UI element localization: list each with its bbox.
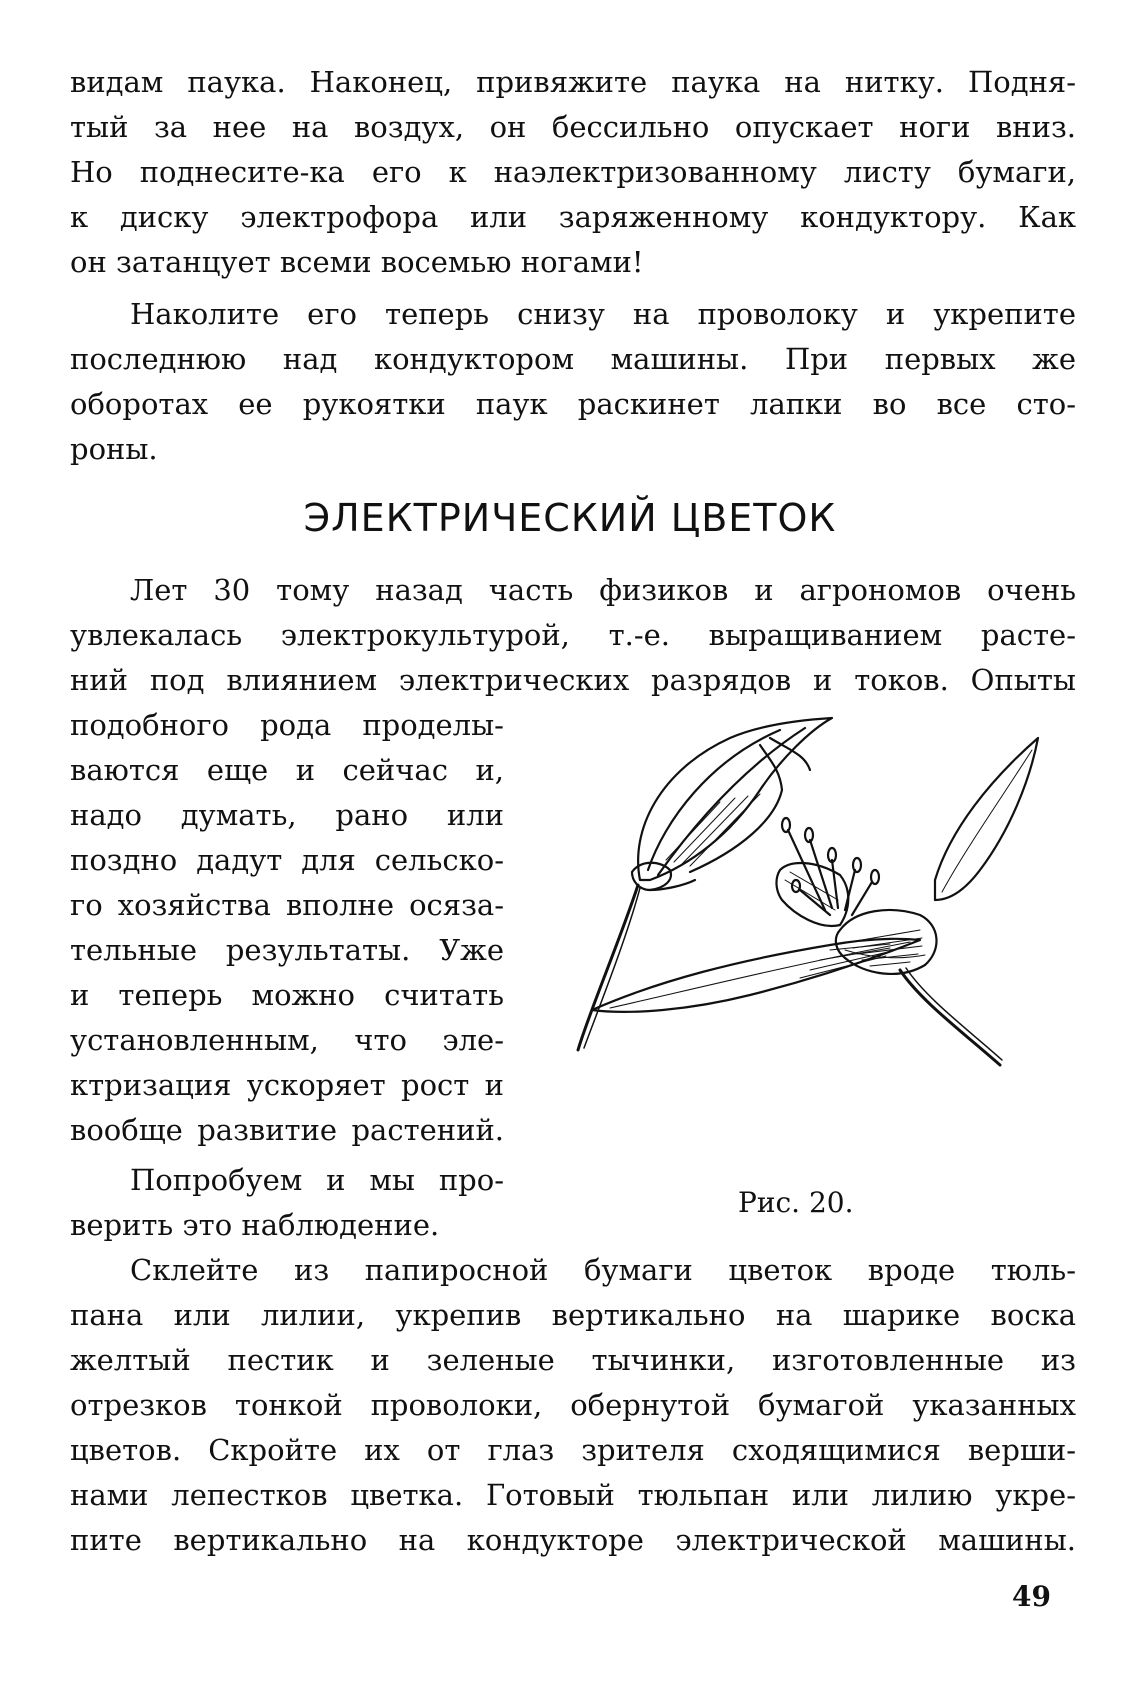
text-line: и теперь можно считать [70, 978, 504, 1012]
text-line: отрезков тонкой проволоки, обернутой бумагой указанных [70, 1388, 1076, 1422]
text-line: нами лепестков цветка. Готовый тюльпан или лилию укре- [70, 1478, 1076, 1512]
paragraph-paper-flower [70, 1248, 1076, 1563]
text-line: установленным, что эле- [70, 1023, 504, 1057]
text-line: Попробуем и мы про- [130, 1163, 504, 1197]
paragraph-spider-end [70, 60, 1076, 285]
text-line: ваются еще и сейчас и, [70, 753, 504, 787]
text-line: оборотах ее рукоятки паук раскинет лапки во все сто- [70, 387, 1076, 421]
text-line: Склейте из папиросной бумаги цветок вроде тюль- [130, 1253, 1076, 1287]
text-line: надо думать, рано или [70, 798, 504, 832]
text-line: последнюю над кондуктором машины. При первых же [70, 342, 1076, 376]
text-line: тельные результаты. Уже [70, 933, 504, 967]
text-line: вообще развитие растений. [70, 1113, 504, 1147]
paragraph-spider-wire [70, 292, 1076, 472]
text-line: поздно дадут для сельско- [70, 843, 504, 877]
tulip-flower-illustration [570, 710, 1090, 1180]
text-line: Но поднесите-ка его к наэлектризованному листу бумаги, [70, 155, 1076, 189]
column-text-2 [70, 1158, 504, 1248]
text-line: подобного рода проделы- [70, 708, 504, 742]
text-line: пите вертикально на кондукторе электрической машины. [70, 1523, 1076, 1557]
text-line: ктризация ускоряет рост и [70, 1068, 504, 1102]
text-line: Наколите его теперь снизу на проволоку и укрепите [130, 297, 1076, 331]
figure-caption: Рис. 20. [738, 1186, 854, 1219]
text-line: к диску электрофора или заряженному кондуктору. Как [70, 200, 1076, 234]
page-number: 49 [1012, 1580, 1051, 1613]
section-heading: ЭЛЕКТРИЧЕСКИЙ ЦВЕТОК [303, 496, 837, 540]
text-line: видам паука. Наконец, привяжите паука на нитку. Подня- [70, 65, 1076, 99]
text-line: верить это наблюдение. [70, 1208, 440, 1242]
text-line: тый за нее на воздух, он бессильно опускает ноги вниз. [70, 110, 1076, 144]
text-line: он затанцует всеми восемью ногами! [70, 245, 644, 279]
text-line: цветов. Скройте их от глаз зрителя сходящимися верши- [70, 1433, 1076, 1467]
text-line: увлекалась электрокультурой, т.-е. выращиванием расте- [70, 618, 1076, 652]
text-line: Лет 30 тому назад часть физиков и агрономов очень [130, 573, 1076, 607]
text-line: пана или лилии, укрепив вертикально на шарике воска [70, 1298, 1076, 1332]
text-line: го хозяйства вполне осяза- [70, 888, 504, 922]
text-line: ний под влиянием электрических разрядов и токов. Опыты [70, 663, 1076, 697]
paragraph-electroculture [70, 568, 1076, 703]
column-text [70, 703, 504, 1153]
text-line: желтый пестик и зеленые тычинки, изготовленные из [70, 1343, 1076, 1377]
text-line: роны. [70, 432, 158, 466]
